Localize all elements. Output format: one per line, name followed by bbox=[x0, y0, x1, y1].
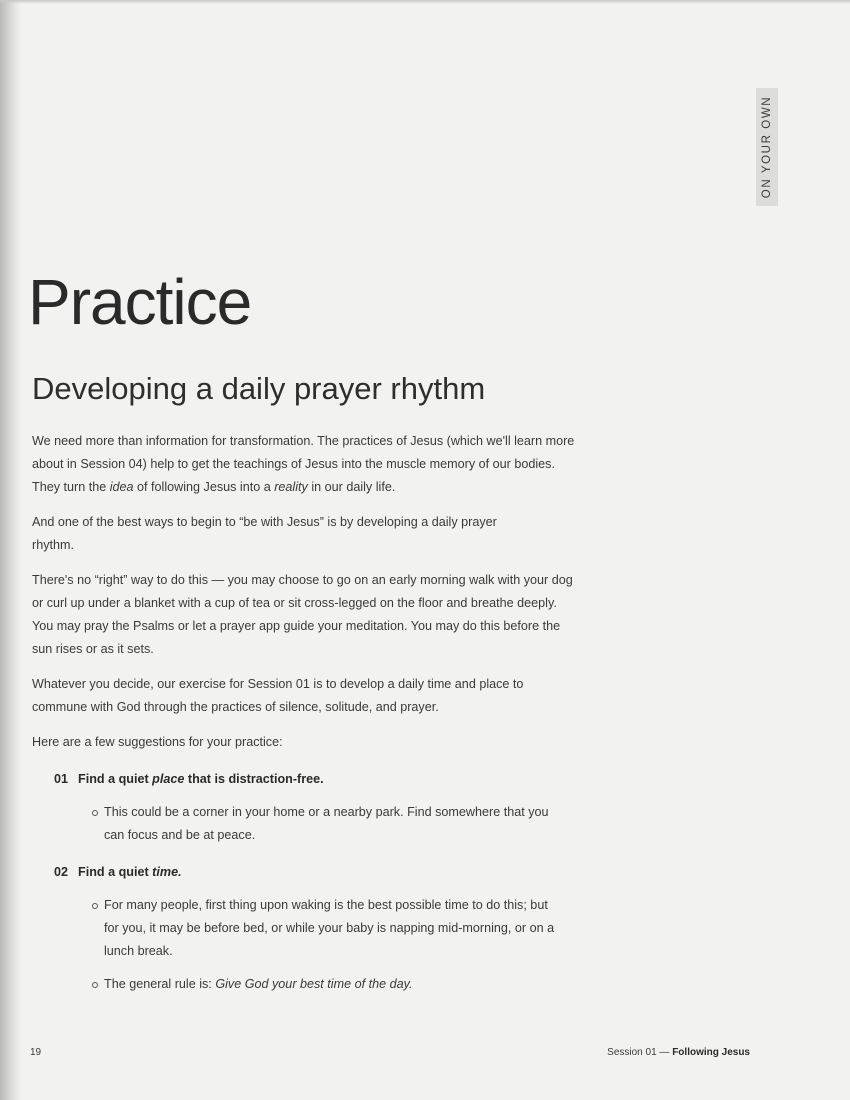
step-item bbox=[54, 768, 577, 791]
paragraph: Here are a few suggestions for your practice: bbox=[32, 735, 283, 749]
bullet-item: This could be a corner in your home or a nearby park. Find somewhere that you can focus and be at peace. bbox=[104, 801, 564, 847]
step-emphasis: place bbox=[152, 772, 185, 786]
step-text: Find a quiet bbox=[78, 772, 153, 786]
step-number: 02 bbox=[54, 865, 69, 879]
step-item bbox=[54, 861, 577, 884]
footer-session: Session 01 — bbox=[607, 1047, 673, 1058]
bullet-emphasis: Give God your best time of the day. bbox=[215, 977, 413, 991]
paragraph-text: in our daily life. bbox=[307, 480, 396, 494]
bullet-text: The general rule is: bbox=[104, 977, 216, 991]
page-title: Practice bbox=[28, 266, 252, 338]
section-tab-label: ON YOUR OWN bbox=[761, 95, 773, 199]
bullet-item: For many people, first thing upon waking is the best possible time to do this; but for you, it may be before bed, or while your baby is napping mid-morning, or on a lunch break. bbox=[104, 894, 564, 963]
bullet-item bbox=[104, 973, 564, 996]
step-emphasis: time. bbox=[152, 865, 182, 879]
page-gutter-shadow bbox=[0, 0, 22, 1100]
page-subtitle: Developing a daily prayer rhythm bbox=[32, 371, 486, 406]
page-top-edge bbox=[0, 0, 850, 4]
body-text bbox=[32, 430, 577, 1006]
step-text: Find a quiet bbox=[78, 865, 153, 879]
paragraph: And one of the best ways to begin to “be with Jesus” is by developing a daily prayer rhythm. bbox=[32, 515, 497, 552]
step-text: that is distraction-free. bbox=[184, 772, 324, 786]
page-number: 19 bbox=[30, 1047, 42, 1058]
paragraph-text: of following Jesus into a bbox=[133, 480, 275, 494]
paragraph-text: We need more than information for transformation. The practices of Jesus (which we'll learn more about in Session 04) help to get the teachings of Jesus into the muscle memory of our bodies. They turn the bbox=[32, 434, 575, 494]
running-footer bbox=[607, 1047, 750, 1058]
emphasis-text: reality bbox=[274, 480, 308, 494]
bullet-list bbox=[104, 801, 564, 847]
paragraph: Whatever you decide, our exercise for Session 01 is to develop a daily time and place to commune with God through the practices of silence, solitude, and prayer. bbox=[32, 677, 524, 714]
paragraph bbox=[32, 430, 577, 499]
emphasis-text: idea bbox=[109, 480, 134, 494]
footer-session-title: Following Jesus bbox=[672, 1047, 750, 1058]
step-number: 01 bbox=[54, 772, 69, 786]
paragraph: There's no “right” way to do this — you may choose to go on an early morning walk with your dog or curl up under a blanket with a cup of tea or sit cross-legged on the floor and breathe deeply. You may pray the Psalms or let a prayer app guide your meditation. You may do this before the sun rises or as it sets. bbox=[32, 573, 573, 656]
bullet-list bbox=[104, 894, 564, 996]
section-tab bbox=[756, 88, 778, 206]
